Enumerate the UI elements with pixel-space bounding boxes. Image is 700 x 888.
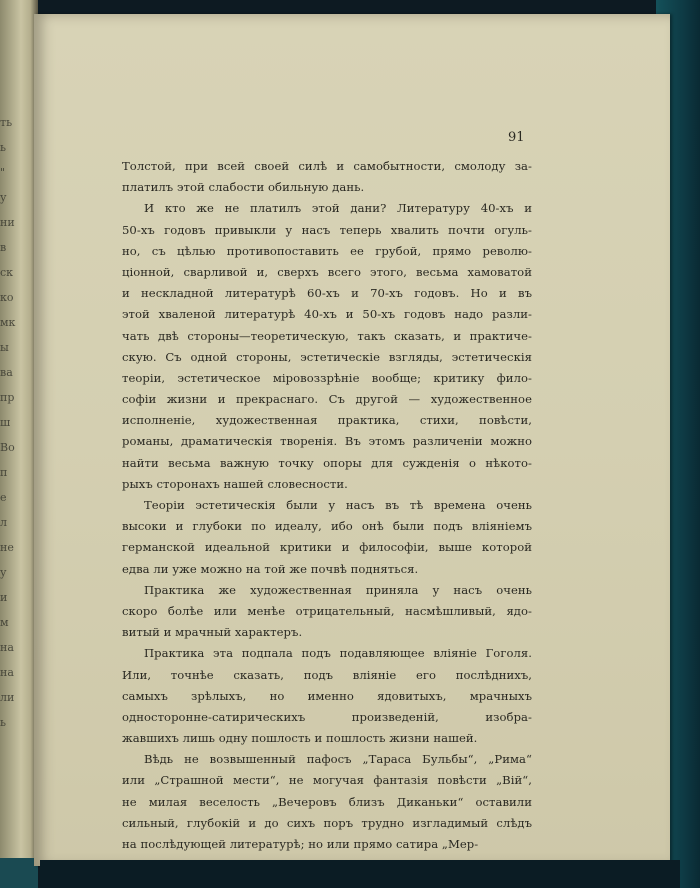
facing-page-fragment: " bbox=[0, 166, 6, 179]
facing-page-fragment: ни bbox=[0, 216, 15, 229]
facing-page-cover-edge bbox=[0, 858, 38, 888]
text-line: 50-хъ годовъ привыкли у насъ теперь хвалить почти огуль- bbox=[122, 222, 532, 237]
facing-page-fragment: не bbox=[0, 541, 14, 554]
page-text bbox=[122, 156, 532, 855]
facing-page-fragment: м bbox=[0, 616, 9, 629]
text-line: односторонне-сатирическихъ произведеній, изобра- bbox=[122, 709, 532, 724]
facing-page-fragment: е bbox=[0, 491, 7, 504]
text-line: на послѣдующей литературѣ; но или прямо сатира „Мер- bbox=[122, 837, 479, 851]
facing-page-fragment: ь bbox=[0, 716, 6, 729]
facing-page-fragment: ск bbox=[0, 266, 14, 279]
facing-page-fragment: ва bbox=[0, 366, 13, 379]
text-line: этой хваленой литературѣ 40-хъ и 50-хъ годовъ надо разли- bbox=[122, 307, 532, 322]
text-line: витый и мрачный характеръ. bbox=[122, 625, 303, 640]
paragraph bbox=[122, 495, 532, 580]
text-line: и нескладной литературѣ 60-хъ и 70-хъ годовъ. Но и въ bbox=[122, 286, 532, 301]
page-bottom-shadow bbox=[40, 860, 680, 888]
facing-page-fragment: ь bbox=[0, 141, 6, 154]
text-line: скую. Съ одной стороны, эстетическіе взгляды, эстетическія bbox=[122, 349, 532, 364]
text-line: жавшихъ лишь одну пошлость и пошлость жизни нашей. bbox=[122, 731, 478, 746]
facing-page-fragment: л bbox=[0, 516, 7, 529]
facing-page-fragment: пр bbox=[0, 391, 15, 404]
text-line: или „Страшной мести“, не могучая фантазія повѣсти „Вій“, bbox=[122, 773, 532, 788]
facing-page-fragment: ко bbox=[0, 291, 14, 304]
facing-page-fragment: ть bbox=[0, 116, 13, 129]
facing-page-fragment: Во bbox=[0, 441, 15, 454]
facing-page-fragment: у bbox=[0, 566, 7, 579]
facing-page bbox=[0, 0, 38, 888]
facing-page-fragment: ш bbox=[0, 416, 11, 429]
paragraph bbox=[122, 198, 532, 495]
text-line: Практика эта подпала подъ подавляющее вліяніе Гоголя. bbox=[144, 646, 532, 661]
facing-page-text bbox=[0, 110, 34, 735]
text-line: И кто же не платилъ этой дани? Литературу 40-хъ и bbox=[144, 201, 532, 216]
paragraph bbox=[122, 156, 532, 198]
text-line: но, съ цѣлью противопоставить ее грубой, прямо револю- bbox=[122, 243, 532, 258]
text-line: теоріи, эстетическое міровоззрѣніе вообще; критику фило- bbox=[122, 370, 532, 385]
paragraph bbox=[122, 580, 532, 644]
text-line: рыхъ сторонахъ нашей словесности. bbox=[122, 476, 348, 491]
text-line: Практика же художественная приняла у насъ очень bbox=[144, 582, 532, 597]
text-line: платилъ этой слабости обильную дань. bbox=[122, 180, 365, 195]
facing-page-fragment: п bbox=[0, 466, 8, 479]
text-line: Теоріи эстетическія были у насъ въ тѣ времена очень bbox=[144, 498, 532, 512]
text-line: романы, драматическія творенія. Въ этомъ различеніи можно bbox=[122, 434, 532, 449]
text-line: высоки и глубоки по идеалу, ибо онѣ были подъ вліяніемъ bbox=[122, 519, 532, 534]
facing-page-fragment: мк bbox=[0, 316, 16, 329]
text-line: Толстой, при всей своей силѣ и самобытности, смолоду за- bbox=[122, 159, 532, 173]
text-line: софіи жизни и прекраснаго. Съ другой — художественное bbox=[122, 392, 532, 407]
text-line: не милая веселость „Вечеровъ близъ Диканьки“ оставили bbox=[122, 794, 532, 809]
text-line: ціонной, сварливой и, сверхъ всего этого, весьма хамоватой bbox=[122, 264, 532, 279]
text-line: исполненіе, художественная практика, стихи, повѣсти, bbox=[122, 413, 532, 428]
facing-page-fragment: в bbox=[0, 241, 7, 254]
page-number: 91 bbox=[508, 130, 525, 145]
text-line: самыхъ зрѣлыхъ, но именно ядовитыхъ, мрачныхъ bbox=[122, 688, 532, 703]
facing-page-fragment: и bbox=[0, 591, 8, 604]
facing-page-fragment: на bbox=[0, 641, 14, 654]
facing-page-fragment: у bbox=[0, 191, 7, 204]
text-line: найти весьма важную точку опоры для сужденія о нѣкото- bbox=[122, 455, 532, 470]
text-line: сильный, глубокій и до сихъ поръ трудно изгладимый слѣдъ bbox=[122, 815, 532, 830]
facing-page-fragment: ы bbox=[0, 341, 9, 354]
facing-page-fragment: ли bbox=[0, 691, 15, 704]
facing-page-fragment: на bbox=[0, 666, 14, 679]
paragraph bbox=[122, 749, 532, 855]
paragraph bbox=[122, 643, 532, 749]
text-line: едва ли уже можно на той же почвѣ подняться. bbox=[122, 561, 419, 576]
text-line: чать двѣ стороны—теоретическую, такъ сказать, и практиче- bbox=[122, 328, 532, 343]
text-line: скоро болѣе или менѣе отрицательный, насмѣшливый, ядо- bbox=[122, 603, 532, 618]
text-line: Вѣдь не возвышенный пафосъ „Тараса Бульбы“, „Рима“ bbox=[144, 752, 532, 767]
text-line: Или, точнѣе сказать, подъ вліяніе его послѣднихъ, bbox=[122, 667, 532, 682]
text-line: германской идеальной критики и философіи, выше которой bbox=[122, 540, 532, 555]
